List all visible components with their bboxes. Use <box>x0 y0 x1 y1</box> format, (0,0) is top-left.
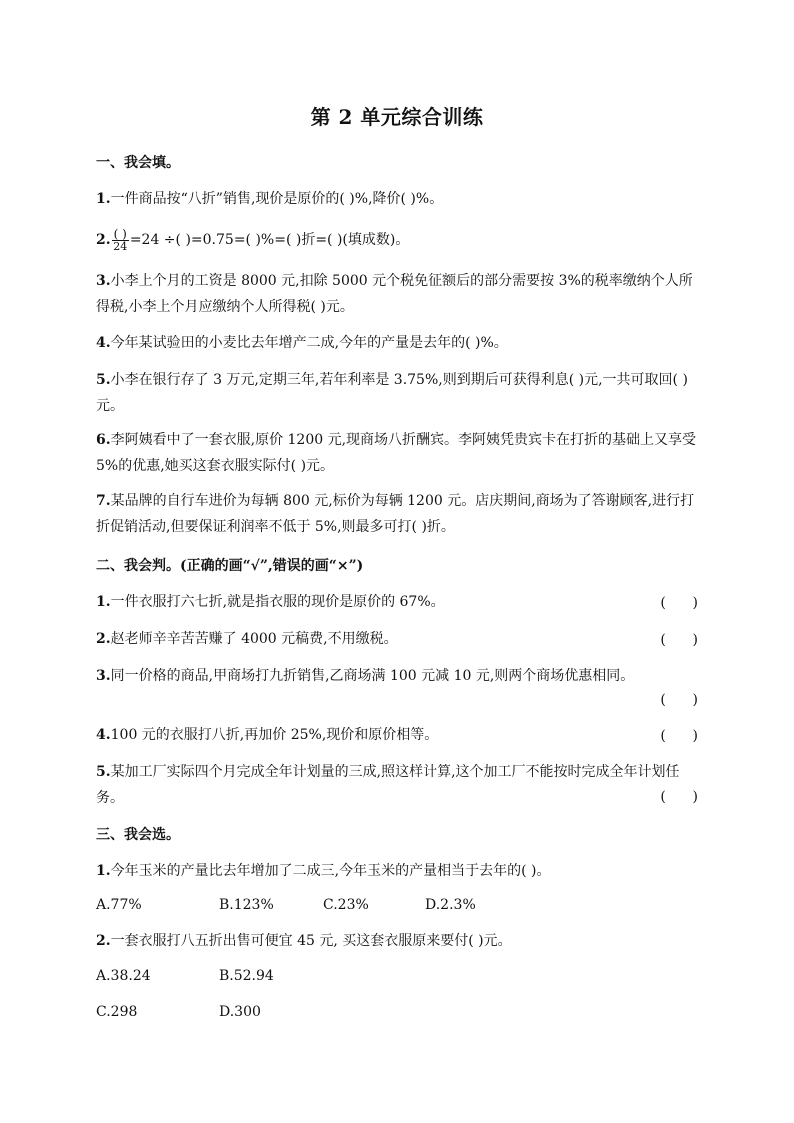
answer-bracket[interactable]: ( ) <box>660 692 698 708</box>
choose-question-2 <box>96 928 700 954</box>
option-c[interactable]: C.298 <box>96 1004 138 1020</box>
option-c[interactable]: C.23% <box>323 897 369 913</box>
fill-question-7 <box>96 488 700 540</box>
fill-question-2 <box>96 227 700 253</box>
question-text: 今年玉米的产量比去年增加了二成三,今年玉米的产量相当于去年的( )。 <box>110 863 551 879</box>
answer-bracket[interactable]: ( ) <box>660 728 698 744</box>
question-number: 2. <box>96 933 111 949</box>
question-number: 3. <box>96 668 111 684</box>
question-text: 今年某试验田的小麦比去年增产二成,今年的产量是去年的( )%。 <box>110 335 508 351</box>
fraction <box>112 228 129 253</box>
option-a[interactable]: A.77% <box>96 897 142 913</box>
answer-bracket[interactable]: ( ) <box>660 632 698 648</box>
question-number: 4. <box>96 335 111 351</box>
section-heading-fill: 一、我会填。 <box>96 155 180 171</box>
question-number: 2. <box>96 631 111 647</box>
question-number: 3. <box>96 273 111 289</box>
answer-bracket[interactable]: ( ) <box>660 789 698 805</box>
judge-question-5 <box>96 759 700 811</box>
question-number: 1. <box>96 191 111 207</box>
option-b[interactable]: B.123% <box>219 897 274 913</box>
question-number: 1. <box>96 594 111 610</box>
question-number: 5. <box>96 764 111 780</box>
question-text: 一套衣服打八五折出售可便宜 45 元, 买这套衣服原来要付( )元。 <box>110 933 512 949</box>
option-a[interactable]: A.38.24 <box>96 968 151 984</box>
question-number: 1. <box>96 863 111 879</box>
question-text: 小李在银行存了 3 万元,定期三年,若年利率是 3.75%,则到期后可获得利息( )元,一共可取回( )元。 <box>96 372 688 414</box>
judge-question-3 <box>96 663 700 689</box>
question-number: 7. <box>96 493 111 509</box>
fill-question-5 <box>96 367 700 419</box>
judge-question-2 <box>96 626 700 652</box>
question-text: 一件商品按“八折”销售,现价是原价的( )%,降价( )%。 <box>110 191 444 207</box>
fill-question-4 <box>96 330 700 356</box>
option-d[interactable]: D.2.3% <box>425 897 476 913</box>
judge-question-1 <box>96 589 700 615</box>
answer-bracket[interactable]: ( ) <box>660 595 698 611</box>
section-heading-judge: 二、我会判。(正确的画“√”,错误的画“×”) <box>96 558 364 574</box>
choose-question-1 <box>96 858 700 884</box>
question-text: 同一价格的商品,甲商场打九折销售,乙商场满 100 元减 10 元,则两个商场优惠相同。 <box>110 668 635 684</box>
question-number: 5. <box>96 372 111 388</box>
question-text: =24 ÷( )=0.75=( )%=( )折=( )(填成数)。 <box>129 232 410 248</box>
fill-question-1 <box>96 186 700 212</box>
question-number: 2. <box>96 232 111 248</box>
fraction-numerator: ( ) <box>113 226 127 241</box>
question-text: 一件衣服打六七折,就是指衣服的现价是原价的 67%。 <box>110 594 445 610</box>
fill-question-3 <box>96 268 700 320</box>
question-text: 某加工厂实际四个月完成全年计划量的三成,照这样计算,这个加工厂不能按时完成全年计划任务。 <box>96 764 680 806</box>
question-text: 李阿姨看中了一套衣服,原价 1200 元,现商场八折酬宾。李阿姨凭贵宾卡在打折的基础上又享受 5%的优惠,她买这套衣服实际付( )元。 <box>96 432 697 474</box>
question-number: 6. <box>96 432 111 448</box>
question-text: 100 元的衣服打八折,再加价 25%,现价和原价相等。 <box>110 727 439 743</box>
question-text: 某品牌的自行车进价为每辆 800 元,标价为每辆 1200 元。店庆期间,商场为了答谢顾客,进行打折促销活动,但要保证利润率不低于 5%,则最多可打( )折。 <box>96 493 695 535</box>
question-number: 4. <box>96 727 111 743</box>
question-text: 小李上个月的工资是 8000 元,扣除 5000 元个税免征额后的部分需要按 3%的税率缴纳个人所得税,小李上个月应缴纳个人所得税( )元。 <box>96 273 693 315</box>
option-b[interactable]: B.52.94 <box>219 968 274 984</box>
fraction-denominator: 24 <box>113 239 128 253</box>
option-d[interactable]: D.300 <box>219 1004 261 1020</box>
section-heading-choose: 三、我会选。 <box>96 827 180 843</box>
fill-question-6 <box>96 427 700 479</box>
judge-question-4 <box>96 722 700 748</box>
page-title: 第 2 单元综合训练 <box>310 105 484 129</box>
question-text: 赵老师辛辛苦苦赚了 4000 元稿费,不用缴税。 <box>110 631 398 647</box>
